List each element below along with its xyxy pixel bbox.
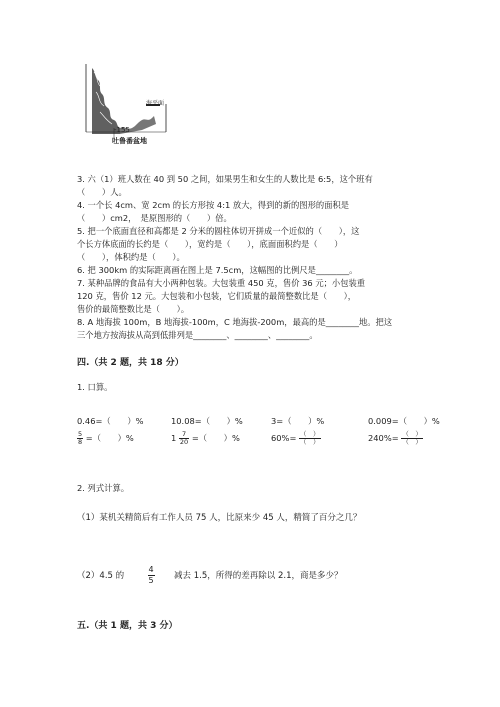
q8-line2: 三个地方按海拔从高到低排列是________、________、________。 xyxy=(77,330,318,340)
q5-line3: （ ），体积约是（ ）。 xyxy=(77,252,185,262)
q6: 6. 把 300km 的实际距离画在图上是 7.5cm，这幅图的比例尺是________。 xyxy=(77,265,358,275)
calc-0-46: 0.46=（ ）% xyxy=(77,416,144,426)
calc-1-7-20: 1 $\frac{7}{20}$ =（ ）% xyxy=(171,430,240,446)
q3-line1: 3. 六（1）班人数在 40 到 50 之间，如果男生和女生的人数比是 6:5，这个班有 xyxy=(77,174,373,184)
q7-line3: 售价的最简整数比是（ ）。 xyxy=(77,304,190,314)
fraction-blank-240: $\frac{( )}{( )}$ xyxy=(402,430,422,446)
q7-line1: 7. 某种品牌的食品有大小两种包装。大包装重 450 克，售价 36 元；小包装重 xyxy=(77,278,366,288)
fraction-4-5: $\frac{4}{5}$ xyxy=(148,565,154,585)
q2-2: （2）4.5 的 $\frac{4}{5}$ 减去 1.5，所得的差再除以 2.1，商是多少？ xyxy=(77,565,343,585)
figure-caption: 吐鲁番盆地 xyxy=(112,137,147,145)
q4-line1: 4. 一个长 4cm、宽 2cm 的长方形按 4:1 放大，得到的新的图形的面积是 xyxy=(77,200,350,210)
depth-label: -155 xyxy=(114,126,130,134)
q2-title: 2. 列式计算。 xyxy=(77,483,130,493)
q3-line2: （ ）人。 xyxy=(77,187,127,197)
calc-240-percent: 240%= $\frac{( )}{( )}$ xyxy=(368,430,422,446)
calc-60-percent: 60%= $\frac{( )}{( )}$ xyxy=(271,430,320,446)
q5-line1: 5. 把一个底面直径和高都是 2 分米的圆柱体切开拼成一个近似的（ ），这 xyxy=(77,226,360,236)
fraction-7-20: $\frac{7}{20}$ xyxy=(179,430,189,446)
q2-1: （1）某机关精简后有工作人员 75 人，比原来少 45 人，精简了百分之几？ xyxy=(77,513,362,523)
q5-line2: 个长方体底面的长约是（ ），宽约是（ ），底面面积约是（ ） xyxy=(77,239,343,249)
section5-heading: 五.（共 1 题，共 3 分） xyxy=(77,621,178,631)
terrain-figure xyxy=(84,62,168,152)
calc-5-8: $\frac{5}{8}$ =（ ）% xyxy=(78,430,134,446)
section4-heading: 四.（共 2 题，共 18 分） xyxy=(77,358,184,368)
calc-0-009: 0.009=（ ）% xyxy=(368,416,440,426)
fraction-blank-60: $\frac{( )}{( )}$ xyxy=(300,430,320,446)
fraction-5-8: $\frac{5}{8}$ xyxy=(78,430,83,446)
q1-title: 1. 口算。 xyxy=(77,382,113,392)
sea-level-label: 海平面 xyxy=(146,100,165,107)
calc-10-08: 10.08=（ ）% xyxy=(171,416,243,426)
q4-line2: （ ）cm2， 是原图形的（ ）倍。 xyxy=(77,213,232,223)
q8-line1: 8. A 地海拔 100m，B 地海拔-100m，C 地海拔-200m，最高的是________地。把这 xyxy=(77,317,393,327)
calc-3: 3=（ ）% xyxy=(271,416,325,426)
q7-line2: 120 克，售价 12 元。大包装和小包装，它们质量的最简整数比是（ ）， xyxy=(77,291,357,301)
